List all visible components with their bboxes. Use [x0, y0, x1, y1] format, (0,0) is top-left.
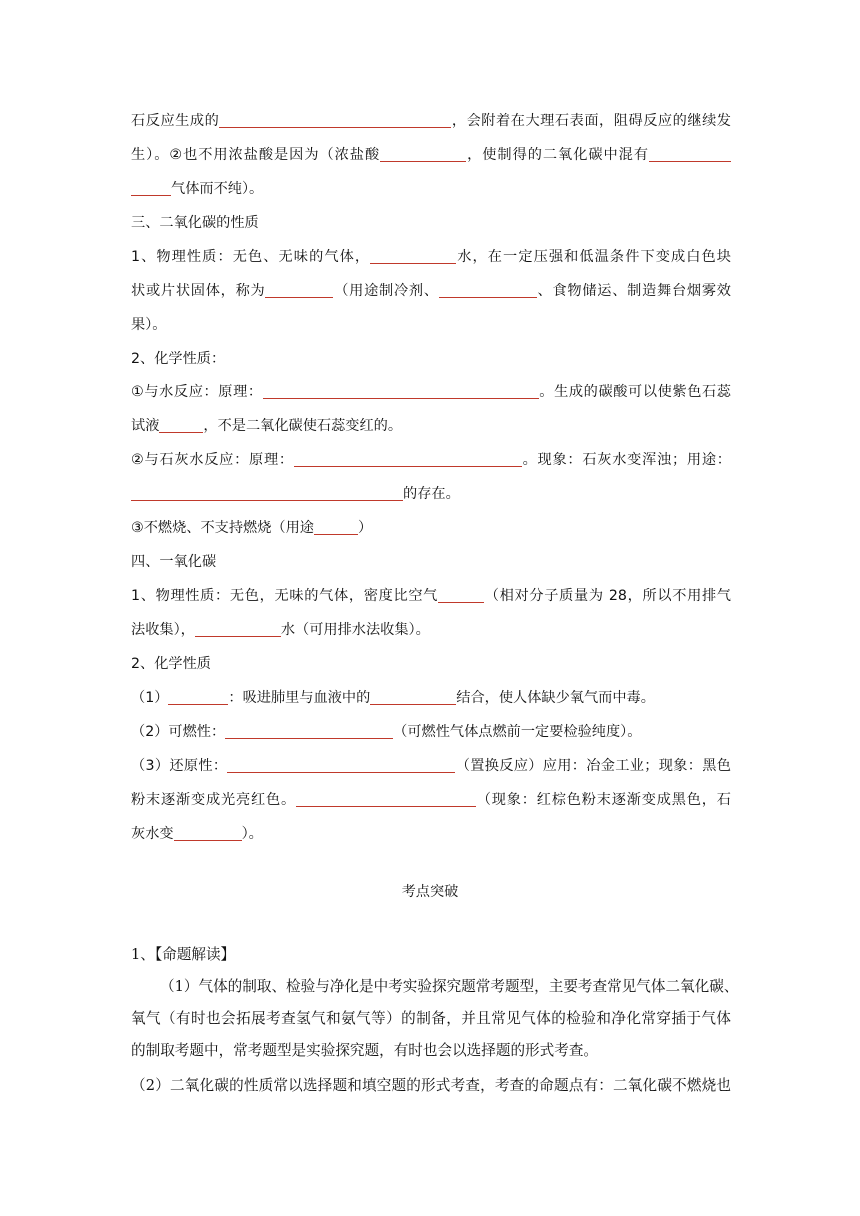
fill-blank[interactable] [380, 146, 466, 162]
text-line: （3）还原性： （置换反应）应用：冶金工业；现象：黑色 [131, 758, 731, 774]
fill-blank[interactable] [219, 112, 451, 128]
text-line: 灰水变 ）。 [131, 826, 263, 842]
text-line: 粉末逐渐变成光亮红色。 （现象：红棕色粉末逐渐变成黑色，石 [131, 792, 731, 808]
fill-blank[interactable] [265, 282, 333, 298]
paragraph-line: 氧气（有时也会拓展考查氢气和氨气等）的制备，并且常见气体的检验和净化常穿插于气体 [131, 1010, 731, 1027]
paragraph-line: （2）二氧化碳的性质常以选择题和填空题的形式考查，考查的命题点有：二氧化碳不燃烧也 [131, 1077, 731, 1094]
section-heading: 三、二氧化碳的性质 [131, 215, 259, 231]
paragraph-line: 的制取考题中，常考题型是实验探究题，有时也会以选择题的形式考查。 [131, 1042, 599, 1059]
section-heading: 四、一氧化碳 [131, 554, 217, 570]
heading-command-interpretation: 1、【命题解读】 [131, 946, 236, 963]
text-line: 1、物理性质：无色，无味的气体，密度比空气 （相对分子质量为 28，所以不用排气 [131, 588, 731, 604]
fill-blank[interactable] [131, 180, 171, 196]
text-line: ②与石灰水反应：原理： 。现象：石灰水变浑浊；用途： [131, 452, 731, 468]
text-line: 生）。②也不用浓盐酸是因为（浓盐酸 ，使制得的二氧化碳中混有 [131, 145, 731, 165]
fill-blank[interactable] [314, 519, 358, 535]
subsection-heading: 2、化学性质 [131, 656, 211, 672]
fill-blank[interactable] [294, 451, 522, 467]
fill-blank[interactable] [227, 757, 455, 773]
fill-blank[interactable] [438, 587, 484, 603]
fill-blank[interactable] [174, 825, 242, 841]
text-line: 果）。 [131, 317, 167, 333]
fill-blank[interactable] [195, 621, 281, 637]
text-line: 状或片状固体，称为 （用途制冷剂、 、食物储运、制造舞台烟雾效 [131, 283, 731, 299]
fill-blank[interactable] [131, 485, 403, 501]
text-line: 的存在。 [131, 484, 731, 504]
fill-blank[interactable] [225, 723, 393, 739]
fill-blank[interactable] [159, 417, 203, 433]
section-title: 考点突破 [401, 884, 459, 900]
fill-blank[interactable] [168, 689, 228, 705]
fill-blank[interactable] [649, 146, 731, 162]
text-line: 石反应生成的 ，会附着在大理石表面，阻碍反应的继续发 [131, 113, 731, 129]
text-line: （1） ：吸进肺里与血液中的 结合，使人体缺少氧气而中毒。 [131, 690, 655, 706]
fill-blank[interactable] [263, 383, 539, 399]
fill-blank[interactable] [439, 282, 537, 298]
fill-blank[interactable] [296, 791, 476, 807]
text-line: 气体而不纯）。 [131, 179, 731, 199]
text-line: ③不燃烧、不支持燃烧（用途 ） [131, 520, 373, 536]
paragraph-line: （1）气体的制取、检验与净化是中考实验探究题常考题型，主要考查常见气体二氧化碳、 [160, 978, 739, 995]
subsection-heading: 2、化学性质： [131, 351, 226, 367]
text-line: ①与水反应：原理： 。生成的碳酸可以使紫色石蕊 [131, 384, 731, 400]
text-line: 法收集）， 水（可用排水法收集）。 [131, 622, 430, 638]
text-line: （2）可燃性： （可燃性气体点燃前一定要检验纯度）。 [131, 724, 642, 740]
text-line: 试液 ，不是二氧化碳使石蕊变红的。 [131, 418, 403, 434]
text-line: 1、物理性质：无色、无味的气体， 水，在一定压强和低温条件下变成白色块 [131, 249, 731, 265]
fill-blank[interactable] [370, 248, 456, 264]
fill-blank[interactable] [370, 689, 456, 705]
